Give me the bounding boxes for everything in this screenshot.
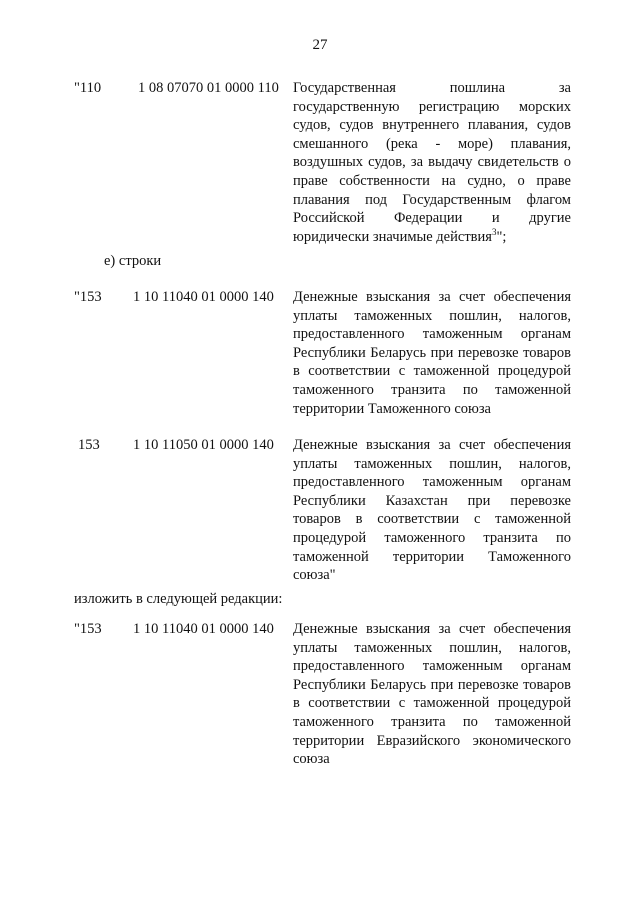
kbk-code: 1 08 07070 01 0000 110 <box>138 80 279 96</box>
kbk-code: 1 10 11040 01 0000 140 <box>133 621 274 637</box>
admin-code: "110 <box>74 80 102 96</box>
admin-code: "153 <box>74 289 102 305</box>
new-edition-note: изложить в следующей редакции: <box>74 591 283 607</box>
admin-code: "153 <box>74 621 102 637</box>
footnote-mark: 3 <box>491 226 497 237</box>
admin-code: 153 <box>78 437 100 453</box>
closing-quote: "; <box>496 228 507 245</box>
entry-description: Денежные взыскания за счет обеспечения уплаты таможенных пошлин, налогов, предоставленного таможенным органам Республики Казахстан при перевозке товаров в соответствии с таможенной процедурой таможенного транзита по таможенной территории Таможенного союза" <box>293 437 571 584</box>
kbk-code: 1 10 11050 01 0000 140 <box>133 437 274 453</box>
kbk-code: 1 10 11040 01 0000 140 <box>133 289 274 305</box>
entry-text: Государственная пошлина за государственную регистрацию морских судов, судов внутреннего плавания, судов смешанного (река - море) плавания, воздушных судов, за выдачу свидетельств о праве собственности на судно, о праве плавания под Государственным флагом Российской Федерации и другие юридически значимые действия <box>293 80 571 245</box>
entry-description <box>293 79 571 246</box>
lines-note: е) строки <box>104 253 162 269</box>
entry-description: Денежные взыскания за счет обеспечения уплаты таможенных пошлин, налогов, предоставленного таможенным органам Республики Беларусь при перевозке товаров в соответствии с таможенной процедурой таможенного транзита по таможенной территории Таможенного союза <box>293 289 571 417</box>
entry-description: Денежные взыскания за счет обеспечения уплаты таможенных пошлин, налогов, предоставленного таможенным органам Республики Беларусь при перевозке товаров в соответствии с таможенной процедурой таможенного транзита по таможенной территории Евразийского экономического союза <box>293 621 571 768</box>
page-number: 27 <box>312 37 328 53</box>
